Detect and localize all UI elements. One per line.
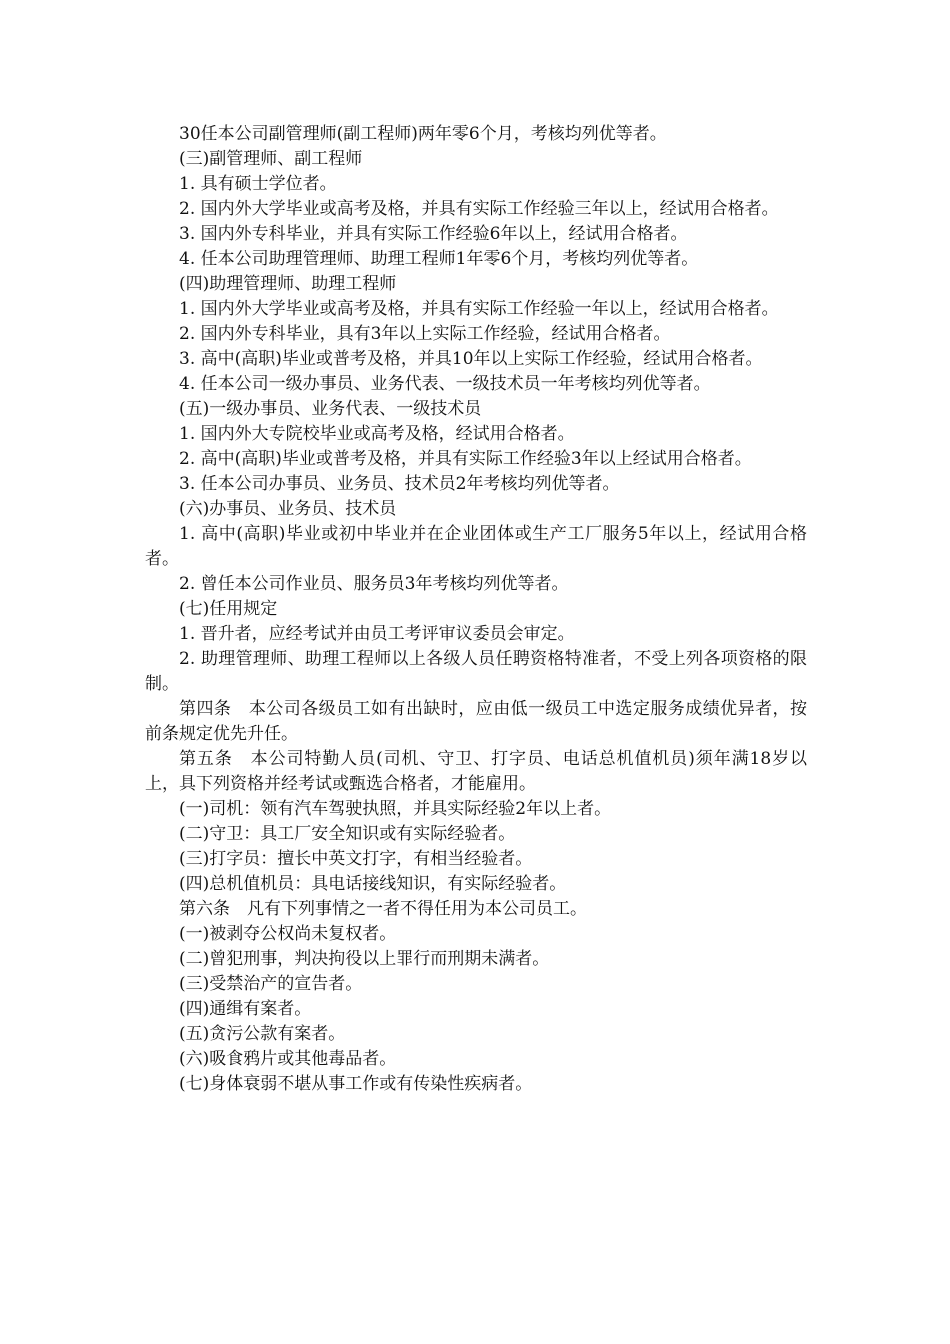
list-item: 1. 国内外大学毕业或高考及格，并具有实际工作经验一年以上，经试用合格者。 [179,299,779,319]
list-item: (二)守卫：具工厂安全知识或有实际经验者。 [179,824,516,844]
list-item: (六)吸食鸦片或其他毒品者。 [179,1049,397,1069]
paragraph: 30任本公司副管理师(副工程师)两年零6个月，考核均列优等者。 [179,124,667,144]
section-heading: (七)任用规定 [179,599,278,619]
section-heading: (六)办事员、业务员、技术员 [179,499,397,519]
section-heading: (五)一级办事员、业务代表、一级技术员 [179,399,482,419]
list-item: (四)总机值机员：具电话接线知识，有实际经验者。 [179,874,567,894]
list-item: 3. 高中(高职)毕业或普考及格，并具10年以上实际工作经验，经试用合格者。 [179,349,763,369]
list-item: 2. 高中(高职)毕业或普考及格，并具有实际工作经验3年以上经试用合格者。 [179,449,752,469]
list-item: (一)被剥夺公权尚未复权者。 [179,924,397,944]
list-item: 2. 曾任本公司作业员、服务员3年考核均列优等者。 [179,574,569,594]
list-item: 2. 国内外大学毕业或高考及格，并具有实际工作经验三年以上，经试用合格者。 [179,199,779,219]
article-paragraph: 第四条 本公司各级员工如有出缺时，应由低一级员工中选定服务成绩优异者，按前条规定优先升任。 [145,699,807,744]
article-paragraph: 第六条 凡有下列事情之一者不得任用为本公司员工。 [179,899,587,919]
document-page [145,122,807,1097]
list-item: (三)受禁治产的宣告者。 [179,974,363,994]
list-item: 2. 助理管理师、助理工程师以上各级人员任聘资格特准者，不受上列各项资格的限制。 [145,649,807,694]
list-item: (五)贪污公款有案者。 [179,1024,346,1044]
list-item: 1. 晋升者，应经考试并由员工考评审议委员会审定。 [179,624,575,644]
list-item: 3. 任本公司办事员、业务员、技术员2年考核均列优等者。 [179,474,620,494]
list-item: 4. 任本公司一级办事员、业务代表、一级技术员一年考核均列优等者。 [179,374,711,394]
list-item: 2. 国内外专科毕业，具有3年以上实际工作经验，经试用合格者。 [179,324,671,344]
section-heading: (四)助理管理师、助理工程师 [179,274,397,294]
section-heading: (三)副管理师、副工程师 [179,149,363,169]
list-item: (七)身体衰弱不堪从事工作或有传染性疾病者。 [179,1074,533,1094]
article-paragraph: 第五条 本公司特勤人员(司机、守卫、打字员、电话总机值机员)须年满18岁以上，具下列资格并经考试或甄选合格者，才能雇用。 [145,749,807,794]
list-item: 1. 具有硕士学位者。 [179,174,337,194]
list-item: 4. 任本公司助理管理师、助理工程师1年零6个月，考核均列优等者。 [179,249,699,269]
list-item: (四)通缉有案者。 [179,999,312,1019]
list-item: (一)司机：领有汽车驾驶执照，并具实际经验2年以上者。 [179,799,612,819]
list-item: (二)曾犯刑事，判决拘役以上罪行而刑期未满者。 [179,949,550,969]
list-item: 3. 国内外专科毕业，并具有实际工作经验6年以上，经试用合格者。 [179,224,688,244]
list-item: 1. 高中(高职)毕业或初中毕业并在企业团体或生产工厂服务5年以上，经试用合格者。 [145,524,807,569]
list-item: (三)打字员：擅长中英文打字，有相当经验者。 [179,849,533,869]
list-item: 1. 国内外大专院校毕业或高考及格，经试用合格者。 [179,424,575,444]
